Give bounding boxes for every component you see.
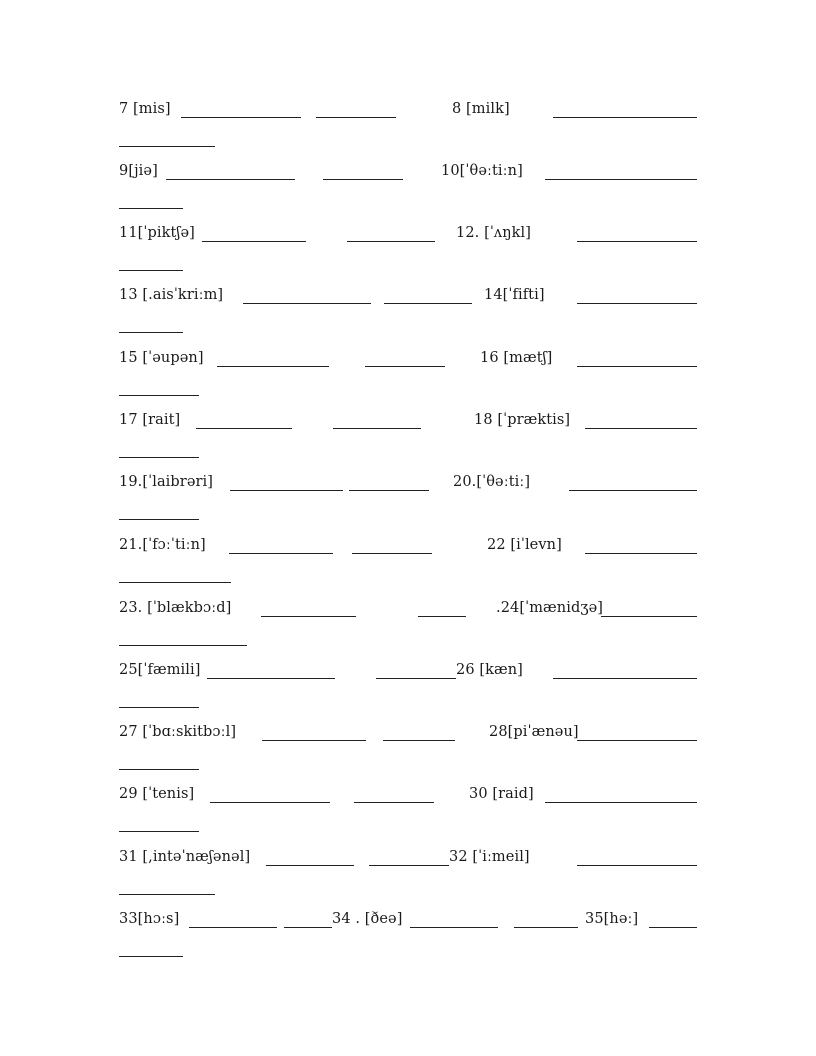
answer-blank-continued[interactable]: [119, 645, 247, 646]
exercise-row-7-8: [0, 98, 816, 160]
phonetic-item-27: 27 [ˈbɑːskitbɔːl]: [119, 724, 237, 740]
answer-blank[interactable]: [577, 241, 697, 242]
exercise-row-25-26: [0, 659, 816, 721]
phonetic-item-21: 21.[ˈfɔːˈtiːn]: [119, 537, 206, 553]
answer-blank[interactable]: [601, 616, 697, 617]
answer-blank-continued[interactable]: [119, 894, 215, 895]
answer-blank[interactable]: [514, 927, 578, 928]
phonetic-item-13: 13 [.aisˈkriːm]: [119, 287, 224, 303]
phonetic-item-18: 18 [ˈpræktis]: [474, 412, 571, 428]
answer-blank[interactable]: [577, 740, 697, 741]
answer-blank[interactable]: [545, 179, 697, 180]
answer-blank[interactable]: [384, 303, 472, 304]
answer-blank-continued[interactable]: [119, 146, 215, 147]
answer-blank[interactable]: [284, 927, 332, 928]
answer-blank[interactable]: [323, 179, 403, 180]
answer-blank[interactable]: [262, 740, 366, 741]
phonetic-item-35: 35[həː]: [585, 911, 639, 927]
answer-blank[interactable]: [585, 428, 697, 429]
exercise-row-29-30: [0, 783, 816, 845]
answer-blank[interactable]: [352, 553, 432, 554]
phonetic-item-32: 32 [ˈiːmeil]: [449, 849, 530, 865]
answer-blank[interactable]: [569, 490, 697, 491]
phonetic-item-28: 28[piˈænəu]: [489, 724, 579, 740]
phonetic-item-25: 25[ˈfæmili]: [119, 662, 201, 678]
answer-blank[interactable]: [354, 802, 434, 803]
exercise-row-27-28: [0, 721, 816, 783]
answer-blank[interactable]: [553, 117, 697, 118]
phonetic-item-7: 7 [mis]: [119, 101, 171, 117]
answer-blank[interactable]: [553, 678, 697, 679]
answer-blank[interactable]: [365, 366, 445, 367]
exercise-row-31-32: [0, 846, 816, 908]
answer-blank-continued[interactable]: [119, 457, 199, 458]
answer-blank[interactable]: [418, 616, 466, 617]
answer-blank-continued[interactable]: [119, 769, 199, 770]
answer-blank[interactable]: [181, 117, 301, 118]
answer-blank-continued[interactable]: [119, 208, 183, 209]
answer-blank-continued[interactable]: [119, 395, 199, 396]
answer-blank[interactable]: [649, 927, 697, 928]
phonetic-item-19: 19.[ˈlaibrəri]: [119, 474, 214, 490]
answer-blank-continued[interactable]: [119, 332, 183, 333]
answer-blank[interactable]: [166, 179, 295, 180]
answer-blank[interactable]: [261, 616, 356, 617]
phonetic-item-30: 30 [raid]: [469, 786, 534, 802]
answer-blank[interactable]: [577, 303, 697, 304]
answer-blank[interactable]: [229, 553, 333, 554]
answer-blank[interactable]: [383, 740, 455, 741]
answer-blank[interactable]: [369, 865, 449, 866]
answer-blank[interactable]: [189, 927, 277, 928]
phonetic-item-34: 34 . [ðeə]: [332, 911, 403, 927]
answer-blank-continued[interactable]: [119, 270, 183, 271]
phonetic-item-24: .24[ˈmænidʒə]: [496, 600, 604, 616]
phonetic-item-16: 16 [mætʃ]: [480, 350, 553, 366]
phonetic-item-14: 14[ˈfifti]: [484, 287, 545, 303]
answer-blank[interactable]: [577, 865, 697, 866]
answer-blank[interactable]: [243, 303, 371, 304]
phonetic-item-33: 33[hɔːs]: [119, 911, 180, 927]
phonetic-item-20: 20.[ˈθəːtiː]: [453, 474, 531, 490]
answer-blank[interactable]: [585, 553, 697, 554]
answer-blank[interactable]: [316, 117, 396, 118]
exercise-row-17-18: [0, 409, 816, 471]
answer-blank[interactable]: [333, 428, 421, 429]
phonetic-item-31: 31 [,intəˈnæʃənəl]: [119, 849, 251, 865]
phonetic-item-29: 29 [ˈtenis]: [119, 786, 195, 802]
phonetic-item-9: 9[jiə]: [119, 163, 158, 179]
phonetic-item-26: 26 [kæn]: [456, 662, 523, 678]
answer-blank-continued[interactable]: [119, 956, 183, 957]
exercise-row-19-20: [0, 471, 816, 533]
answer-blank[interactable]: [230, 490, 343, 491]
answer-blank[interactable]: [202, 241, 306, 242]
exercise-row-15-16: [0, 347, 816, 409]
answer-blank[interactable]: [410, 927, 498, 928]
phonetic-item-15: 15 [ˈəupən]: [119, 350, 204, 366]
answer-blank[interactable]: [266, 865, 354, 866]
answer-blank-continued[interactable]: [119, 831, 199, 832]
answer-blank[interactable]: [207, 678, 335, 679]
phonetic-item-23: 23. [ˈblækbɔːd]: [119, 600, 232, 616]
exercise-row-23-24: [0, 597, 816, 659]
phonetic-item-11: 11[ˈpiktʃə]: [119, 225, 195, 241]
answer-blank[interactable]: [196, 428, 292, 429]
answer-blank[interactable]: [210, 802, 330, 803]
exercise-row-9-10: [0, 160, 816, 222]
phonetic-item-10: 10[ˈθəːtiːn]: [441, 163, 523, 179]
answer-blank-continued[interactable]: [119, 519, 199, 520]
answer-blank[interactable]: [349, 490, 429, 491]
exercise-row-21-22: [0, 534, 816, 596]
phonetic-item-8: 8 [milk]: [452, 101, 510, 117]
phonetic-item-22: 22 [iˈlevn]: [487, 537, 562, 553]
phonetic-item-12: 12. [ˈʌŋkl]: [456, 225, 532, 241]
answer-blank[interactable]: [545, 802, 697, 803]
answer-blank-continued[interactable]: [119, 707, 199, 708]
phonetic-item-17: 17 [rait]: [119, 412, 181, 428]
answer-blank-continued[interactable]: [119, 582, 231, 583]
exercise-row-13-14: [0, 284, 816, 346]
answer-blank[interactable]: [347, 241, 435, 242]
exercise-row-11-12: [0, 222, 816, 284]
answer-blank[interactable]: [376, 678, 456, 679]
answer-blank[interactable]: [577, 366, 697, 367]
answer-blank[interactable]: [217, 366, 329, 367]
exercise-row-33-35: [0, 908, 816, 970]
